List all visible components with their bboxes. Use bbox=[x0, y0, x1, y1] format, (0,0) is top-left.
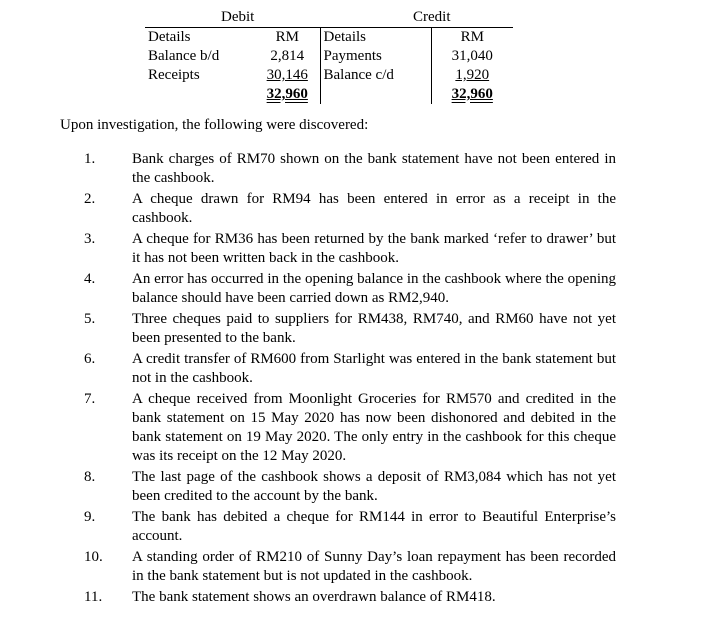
list-item bbox=[0, 190, 616, 228]
item-number: 4. bbox=[84, 271, 96, 287]
list-item bbox=[0, 588, 616, 607]
list-item bbox=[0, 150, 616, 188]
item-text: A cheque received from Moonlight Groceries for RM570 and credited in the bank statement on 15 May 2020 has now been dishonored and debited in the bank statement on 19 May 2020. The only entry in the cashbook for this cheque was its receipt on the 12 May 2020. bbox=[132, 391, 616, 464]
credit-title: Credit bbox=[413, 9, 451, 25]
list-item bbox=[0, 350, 616, 388]
list-item bbox=[0, 508, 616, 546]
item-text: An error has occurred in the opening balance in the cashbook where the opening balance should have been carried down as RM2,940. bbox=[132, 271, 616, 306]
item-number: 10. bbox=[84, 549, 103, 565]
item-number: 2. bbox=[84, 191, 96, 207]
item-text: The bank statement shows an overdrawn balance of RM418. bbox=[132, 589, 496, 605]
item-text: A credit transfer of RM600 from Starlight was entered in the bank statement but not in the cashbook. bbox=[132, 351, 616, 386]
cashbook-table bbox=[145, 27, 513, 104]
list-item bbox=[0, 548, 616, 586]
rm-left-header: RM bbox=[255, 28, 320, 48]
list-item bbox=[0, 270, 616, 308]
item-number: 5. bbox=[84, 311, 96, 327]
cashbook-account bbox=[145, 8, 513, 104]
cashbook-row bbox=[145, 47, 513, 66]
item-text: A standing order of RM210 of Sunny Day’s loan repayment has been recorded in the bank statement but is not updated in the cashbook. bbox=[132, 549, 616, 584]
item-text: The bank has debited a cheque for RM144 in error to Beautiful Enterprise’s account. bbox=[132, 509, 616, 544]
right-amount: 31,040 bbox=[431, 47, 513, 66]
cashbook-header-row bbox=[145, 28, 513, 48]
item-text: Bank charges of RM70 shown on the bank statement have not been entered in the cashbook. bbox=[132, 151, 616, 186]
item-number: 11. bbox=[84, 589, 103, 605]
total-right: 32,960 bbox=[451, 86, 493, 102]
item-text: A cheque for RM36 has been returned by the bank marked ‘refer to drawer’ but it has not been written back in the cashbook. bbox=[132, 231, 616, 266]
list-item bbox=[0, 310, 616, 348]
left-amount: 30,146 bbox=[266, 67, 308, 83]
total-left: 32,960 bbox=[266, 86, 308, 102]
intro-text: Upon investigation, the following were discovered: bbox=[60, 117, 369, 133]
item-number: 9. bbox=[84, 509, 96, 525]
item-text: The last page of the cashbook shows a deposit of RM3,084 which has not yet been credited to the account by the bank. bbox=[132, 469, 616, 504]
left-label: Receipts bbox=[148, 67, 200, 83]
item-number: 6. bbox=[84, 351, 96, 367]
item-number: 7. bbox=[84, 391, 96, 407]
list-item bbox=[0, 390, 616, 466]
details-right-header: Details bbox=[320, 28, 431, 48]
debit-title: Debit bbox=[221, 9, 255, 25]
item-text: Three cheques paid to suppliers for RM438, RM740, and RM60 have not yet been presented to the bank. bbox=[132, 311, 616, 346]
right-label: Payments bbox=[320, 47, 431, 66]
details-left-header: Details bbox=[145, 28, 255, 48]
item-text: A cheque drawn for RM94 has been entered in error as a receipt in the cashbook. bbox=[132, 191, 616, 226]
item-number: 3. bbox=[84, 231, 96, 247]
right-label: Balance c/d bbox=[320, 66, 431, 85]
rm-right-header: RM bbox=[431, 28, 513, 48]
cashbook-side-headings bbox=[145, 8, 513, 27]
left-amount: 2,814 bbox=[270, 48, 305, 64]
list-item bbox=[0, 230, 616, 268]
right-amount: 1,920 bbox=[455, 67, 490, 83]
left-label: Balance b/d bbox=[148, 48, 220, 64]
list-item bbox=[0, 468, 616, 506]
cashbook-total-row bbox=[145, 85, 513, 104]
item-number: 8. bbox=[84, 469, 96, 485]
cashbook-row bbox=[145, 66, 513, 85]
item-number: 1. bbox=[84, 151, 96, 167]
findings-list bbox=[0, 150, 616, 609]
